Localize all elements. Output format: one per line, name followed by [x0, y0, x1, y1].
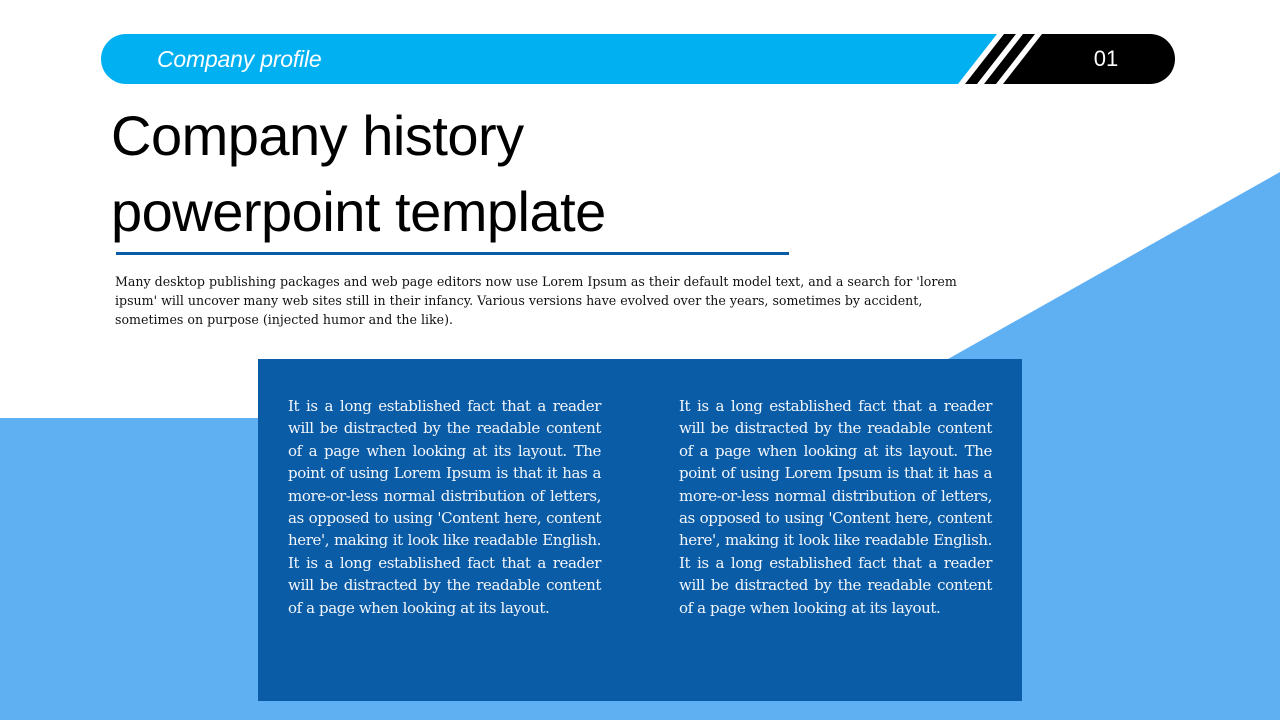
title-line-2: powerpoint template — [111, 180, 606, 243]
slide-number: 01 — [1093, 46, 1119, 71]
header-section-label: Company profile — [157, 46, 322, 72]
content-column-left: It is a long established fact that a reader will be distracted by the readable content of a page when looking at its layout. The point of using Lorem Ipsum is that it has a more-or-less normal distribution of letters, as opposed to using 'Content here, content here', making it look like readable English. It is a long established fact that a reader will be distracted by the readable content of a page when looking at its layout. — [288, 397, 601, 617]
title-line-1: Company history — [111, 104, 524, 167]
page-title — [111, 98, 606, 250]
intro-paragraph: Many desktop publishing packages and web page editors now use Lorem Ipsum as their default model text, and a search for 'lorem ipsum' will uncover many web sites still in their infancy. Various versions have evolved over the years, sometimes by accident, sometimes on purpose (injected humor and the like). — [115, 274, 957, 327]
title-underline — [116, 252, 789, 255]
content-column-right: It is a long established fact that a reader will be distracted by the readable content of a page when looking at its layout. The point of using Lorem Ipsum is that it has a more-or-less normal distribution of letters, as opposed to using 'Content here, content here', making it look like readable English. It is a long established fact that a reader will be distracted by the readable content of a page when looking at its layout. — [679, 397, 992, 617]
